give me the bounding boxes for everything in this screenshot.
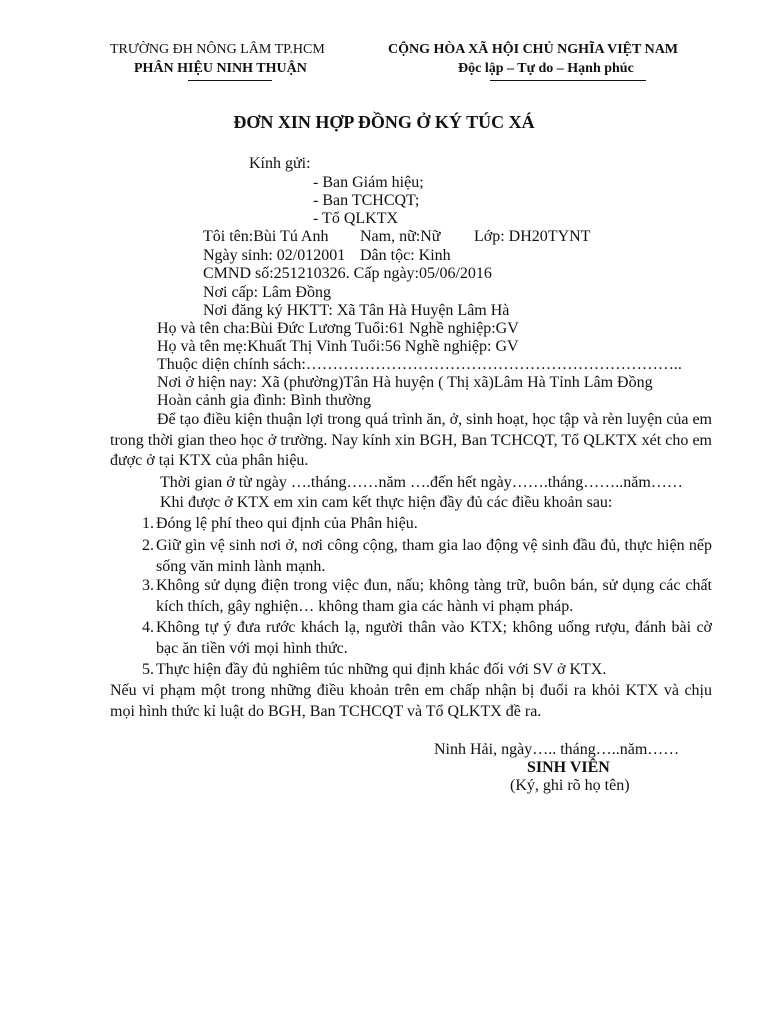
document-title: ĐƠN XIN HỢP ĐỒNG Ở KÝ TÚC XÁ: [233, 112, 535, 132]
commitment-text: Giữ gìn vệ sinh nơi ở, nơi công cộng, tham gia lao động vệ sinh đầu đủ, thực hiện nếp sống văn minh lành mạnh.: [156, 537, 712, 575]
current-address: Nơi ở hiện nay: Xã (phường)Tân Hà huyện ( Thị xã)Lâm Hà Tỉnh Lâm Đồng: [157, 374, 653, 391]
father-info: Họ và tên cha:Bùi Đức Lương Tuổi:61 Nghề nghiệp:GV: [157, 320, 519, 337]
place-date: Ninh Hải, ngày….. tháng…..năm……: [434, 741, 680, 758]
commitment-number: 1.: [142, 515, 154, 532]
mother-info: Họ và tên mẹ:Khuất Thị Vinh Tuổi:56 Nghề nghiệp: GV: [157, 338, 519, 355]
campus-name: PHÂN HIỆU NINH THUẬN: [134, 61, 307, 76]
household-registration: Nơi đăng ký HKTT: Xã Tân Hà Huyện Lâm Hà: [203, 302, 510, 319]
policy-status: Thuộc diện chính sách:……………………………………………………………..: [157, 356, 682, 373]
commitment-item: [110, 536, 712, 577]
commitment-text: Không tự ý đưa rước khách lạ, người thân vào KTX; không uống rượu, đánh bài cờ bạc ăn tiền với mọi hình thức.: [156, 619, 712, 657]
commitment-text: Đóng lệ phí theo qui định của Phân hiệu.: [156, 515, 418, 532]
id-issued-place: Nơi cấp: Lâm Đồng: [203, 284, 331, 301]
commitment-text: Không sử dụng điện trong việc đun, nấu; không tàng trữ, buôn bán, sử dụng các chất kích thích, gây nghiện… không tham gia các hành vi phạm pháp.: [156, 577, 712, 615]
commitment-item: [110, 576, 712, 617]
student-class: Lớp: DH20TYNT: [474, 228, 591, 245]
commitment-text: Thực hiện đầy đủ nghiêm túc những qui định khác đối với SV ở KTX.: [156, 661, 607, 678]
family-situation: Hoàn cảnh gia đình: Bình thường: [157, 392, 371, 409]
recipient-3: - Tổ QLKTX: [313, 210, 399, 227]
signer-role: SINH VIÊN: [527, 759, 610, 776]
commitment-item: [110, 618, 712, 659]
commitment-item: [110, 514, 712, 535]
violation-paragraph: Nếu vi phạm một trong những điều khoản trên em chấp nhận bị đuổi ra khỏi KTX và chịu mọi hình thức kỉ luật do BGH, Ban TCHCQT và Tổ QLKTX đề ra.: [110, 682, 712, 720]
recipient-2: - Ban TCHCQT;: [313, 192, 420, 209]
student-gender: Nam, nữ:Nữ: [360, 228, 441, 245]
stay-period: Thời gian ở từ ngày ….tháng……năm ….đến hết ngày…….tháng……..năm……: [160, 474, 683, 491]
signature-note: (Ký, ghi rõ họ tên): [510, 777, 630, 794]
motto-underline: [490, 80, 646, 81]
request-paragraph: Để tạo điều kiện thuận lợi trong quá trình ăn, ở, sinh hoạt, học tập và rèn luyện của em trong thời gian theo học ở trường. Nay kính xin BGH, Ban TCHCQT, Tổ QLKTX xét cho em được ở tại KTX của phân hiệu.: [110, 411, 712, 469]
national-motto: Độc lập – Tự do – Hạnh phúc: [458, 61, 634, 76]
student-ethnicity: Dân tộc: Kinh: [360, 247, 451, 264]
commitment-number: 3.: [142, 577, 154, 594]
national-title: CỘNG HÒA XÃ HỘI CHỦ NGHĨA VIỆT NAM: [388, 42, 679, 57]
recipient-1: - Ban Giám hiệu;: [313, 174, 424, 191]
student-name: Tôi tên:Bùi Tú Anh: [203, 228, 329, 245]
id-card-info: CMND số:251210326. Cấp ngày:05/06/2016: [203, 265, 492, 282]
addressee-label: Kính gửi:: [249, 155, 311, 172]
commitment-number: 4.: [142, 619, 154, 636]
campus-underline: [188, 80, 272, 81]
commitment-item: [110, 660, 712, 681]
commitment-number: 2.: [142, 537, 154, 554]
student-birthdate: Ngày sinh: 02/012001: [203, 247, 346, 264]
school-name: TRƯỜNG ĐH NÔNG LÂM TP.HCM: [110, 42, 325, 57]
commitment-intro: Khi được ở KTX em xin cam kết thực hiện đầy đủ các điều khoản sau:: [160, 494, 613, 511]
commitment-number: 5.: [142, 661, 154, 678]
